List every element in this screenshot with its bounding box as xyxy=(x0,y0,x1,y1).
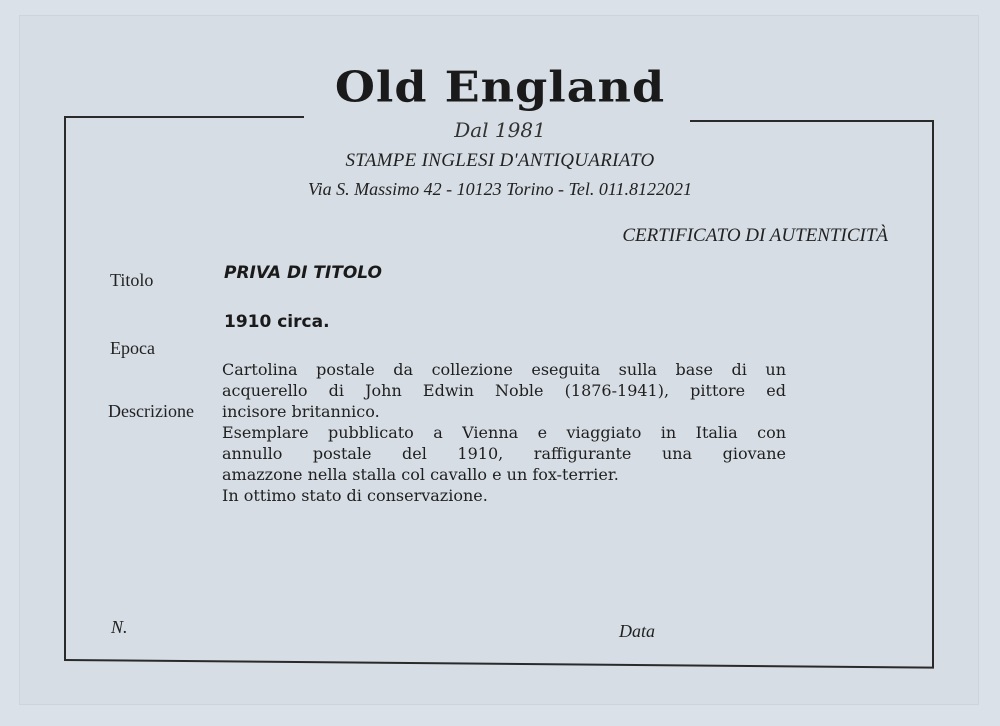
company-address: Via S. Massimo 42 - 10123 Torino - Tel. 011.8122021 xyxy=(307,179,693,199)
brand-logo: Old England xyxy=(334,62,666,112)
date-label: Data xyxy=(619,621,655,641)
description-line: Cartolina postale da collezione eseguita sulla base di un xyxy=(222,360,786,379)
epoch-value: 1910 circa. xyxy=(224,312,330,332)
description-line: annullo postale del 1910, raffigurante una giovane xyxy=(222,444,786,463)
frame-right-line xyxy=(932,120,934,668)
description-text xyxy=(222,359,786,506)
description-line: In ottimo stato di conservazione. xyxy=(222,486,488,505)
description-line: Esemplare pubblicato a Vienna e viaggiato in Italia con xyxy=(222,423,786,442)
description-line: acquerello di John Edwin Noble (1876-1941), pittore ed xyxy=(222,381,786,400)
title-label: Titolo xyxy=(110,270,154,290)
founded-text: Dal 1981 xyxy=(454,118,546,142)
frame-top-right-line xyxy=(690,120,934,122)
description-label: Descrizione xyxy=(108,401,194,421)
frame-left-line xyxy=(64,116,66,660)
description-line: amazzone nella stalla col cavallo e un fox-terrier. xyxy=(222,465,619,484)
title-value: PRIVA DI TITOLO xyxy=(224,263,382,283)
epoch-label: Epoca xyxy=(110,338,155,358)
company-subtitle: STAMPE INGLESI D'ANTIQUARIATO xyxy=(345,150,655,171)
certificate-title: CERTIFICATO DI AUTENTICITÀ xyxy=(622,225,888,246)
number-label: N. xyxy=(111,617,128,637)
description-line: incisore britannico. xyxy=(222,402,380,421)
frame-top-left-line xyxy=(64,116,304,118)
